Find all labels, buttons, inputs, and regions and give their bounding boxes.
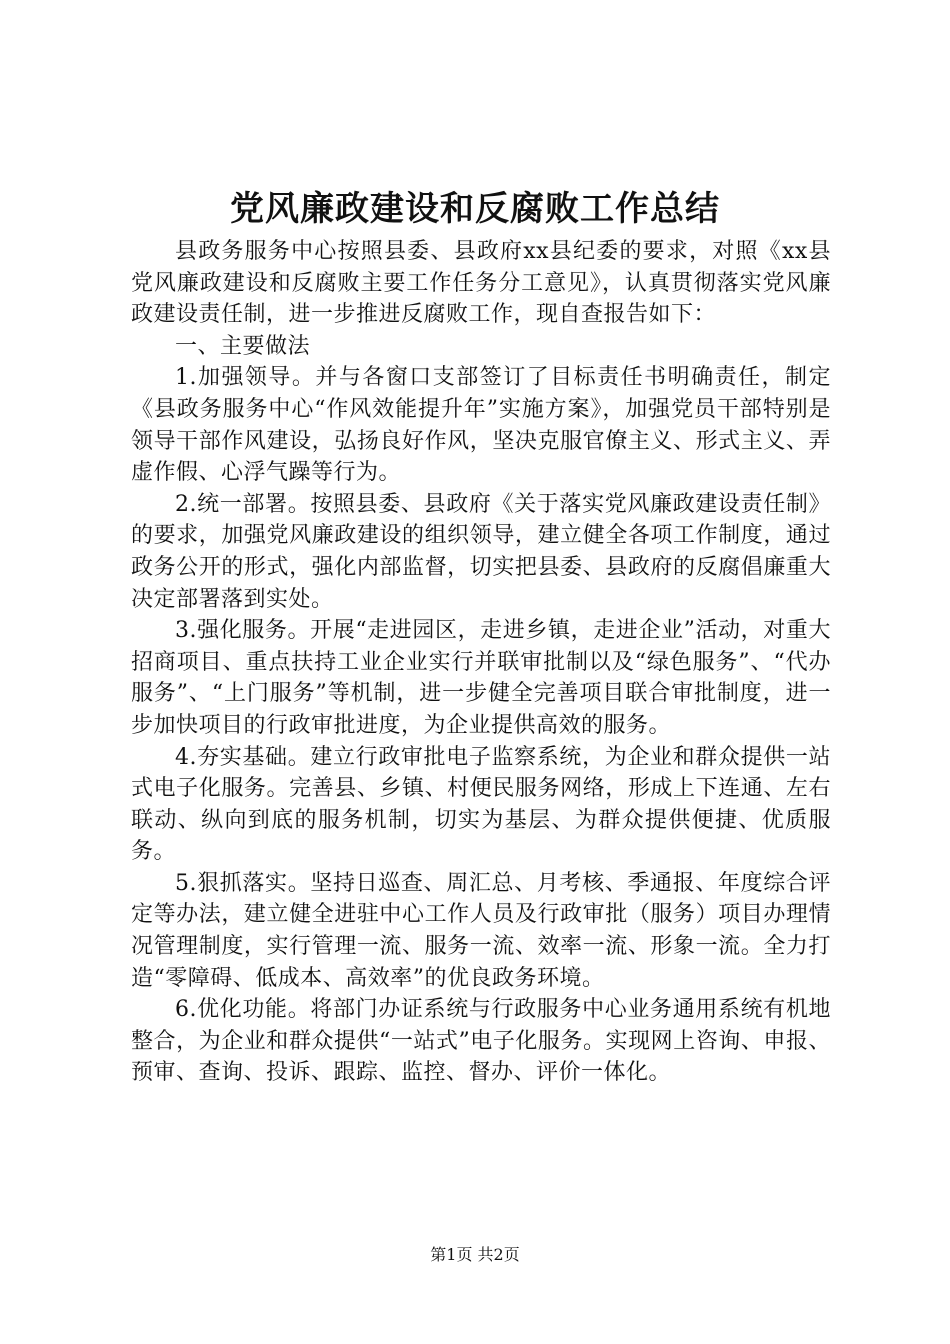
item-paragraph-3: 3.强化服务。开展“走进园区，走进乡镇，走进企业”活动，对重大招商项目、重点扶持工业企业实行并联审批制以及“绿色服务”、“代办服务”、“上门服务”等机制，进一步健全完善项目联合审批制度，进一步加快项目的行政审批进度，为企业提供高效的服务。 [131, 618, 831, 738]
page-number-footer: 第1页 共2页 [430, 1245, 520, 1264]
item-paragraph-2: 2.统一部署。按照县委、县政府《关于落实党风廉政建设责任制》的要求，加强党风廉政建设的组织领导，建立健全各项工作制度，通过政务公开的形式，强化内部监督，切实把县委、县政府的反腐倡廉重大决定部署落到实处。 [131, 491, 831, 612]
section-heading: 一、主要做法 [175, 333, 311, 359]
document-title: 党风廉政建设和反腐败工作总结 [230, 189, 720, 229]
item-paragraph-4: 4.夯实基础。建立行政审批电子监察系统，为企业和群众提供一站式电子化服务。完善县、乡镇、村便民服务网络，形成上下连通、左右联动、纵向到底的服务机制，切实为基层、为群众提供便捷、优质服务。 [131, 744, 831, 865]
item-paragraph-1: 1.加强领导。并与各窗口支部签订了目标责任书明确责任，制定《县政务服务中心“作风效能提升年”实施方案》，加强党员干部特别是领导干部作风建设，弘扬良好作风，坚决克服官僚主义、形式主义、弄虚作假、心浮气躁等行为。 [131, 365, 831, 486]
intro-paragraph: 县政务服务中心按照县委、县政府xx县纪委的要求，对照《xx县党风廉政建设和反腐败主要工作任务分工意见》，认真贯彻落实党风廉政建设责任制，进一步推进反腐败工作，现自查报告如下： [131, 239, 831, 328]
item-paragraph-6: 6.优化功能。将部门办证系统与行政服务中心业务通用系统有机地整合，为企业和群众提供“一站式”电子化服务。实现网上咨询、申报、预审、查询、投诉、跟踪、监控、督办、评价一体化。 [131, 997, 831, 1086]
document-body [131, 236, 831, 1089]
item-paragraph-5: 5.狠抓落实。坚持日巡查、周汇总、月考核、季通报、年度综合评定等办法，建立健全进驻中心工作人员及行政审批（服务）项目办理情况管理制度，实行管理一流、服务一流、效率一流、形象一流。全力打造“零障碍、低成本、高效率”的优良政务环境。 [131, 870, 831, 991]
